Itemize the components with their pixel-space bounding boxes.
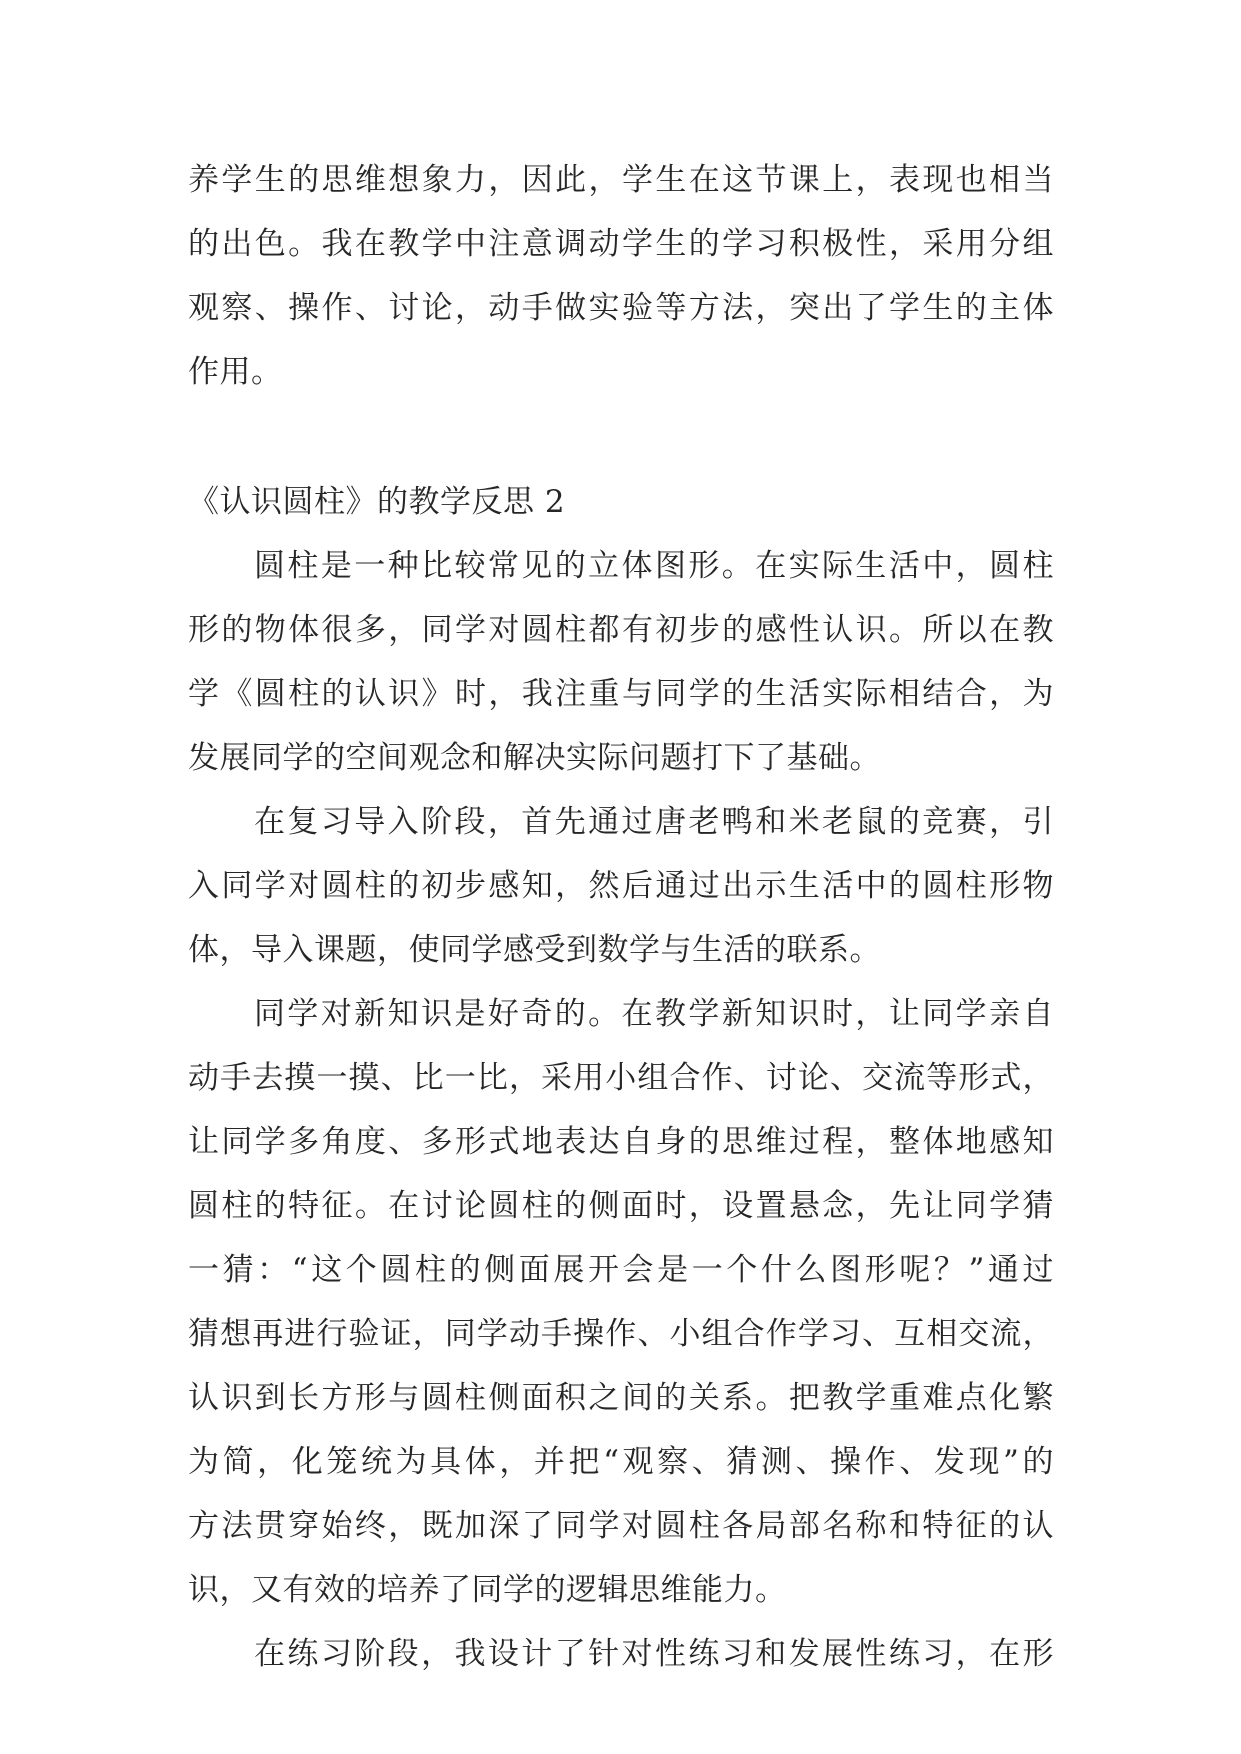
section-heading: 《认识圆柱》的教学反思 2 [188, 484, 566, 520]
text-line: 为简，化笼统为具体，并把“观察、猜测、操作、发现”的 [188, 1444, 1054, 1480]
text-line: 发展同学的空间观念和解决实际问题打下了基础。 [188, 740, 881, 776]
intro-paragraph [188, 148, 1054, 404]
paragraph-2 [188, 790, 1054, 982]
text-line: 的出色。我在教学中注意调动学生的学习积极性，采用分组 [188, 226, 1054, 262]
text-line: 形的物体很多，同学对圆柱都有初步的感性认识。所以在教 [188, 612, 1054, 648]
text-line: 在复习导入阶段，首先通过唐老鸭和米老鼠的竞赛，引 [254, 804, 1054, 840]
text-line: 入同学对圆柱的初步感知，然后通过出示生活中的圆柱形物 [188, 868, 1054, 904]
paragraph-4 [188, 1622, 1054, 1686]
text-line: 方法贯穿始终，既加深了同学对圆柱各局部名称和特征的认 [188, 1508, 1054, 1544]
text-line: 学《圆柱的认识》时，我注重与同学的生活实际相结合，为 [188, 676, 1054, 712]
document-body [188, 148, 1054, 1686]
text-line: 同学对新知识是好奇的。在教学新知识时，让同学亲自 [254, 996, 1054, 1032]
paragraph-1 [188, 534, 1054, 790]
text-line: 动手去摸一摸、比一比，采用小组合作、讨论、交流等形式， [188, 1060, 1054, 1096]
text-line: 作用。 [188, 354, 283, 390]
text-line: 观察、操作、讨论，动手做实验等方法，突出了学生的主体 [188, 290, 1054, 326]
text-line: 圆柱的特征。在讨论圆柱的侧面时，设置悬念，先让同学猜 [188, 1188, 1054, 1224]
section-spacer [188, 404, 1054, 470]
text-line: 圆柱是一种比较常见的立体图形。在实际生活中，圆柱 [254, 548, 1054, 584]
text-line: 一猜：“这个圆柱的侧面展开会是一个什么图形呢？”通过 [188, 1252, 1054, 1288]
text-line: 在练习阶段，我设计了针对性练习和发展性练习，在形 [254, 1636, 1054, 1672]
text-line: 认识到长方形与圆柱侧面积之间的关系。把教学重难点化繁 [188, 1380, 1054, 1416]
text-line: 让同学多角度、多形式地表达自身的思维过程，整体地感知 [188, 1124, 1054, 1160]
text-line: 猜想再进行验证，同学动手操作、小组合作学习、互相交流， [188, 1316, 1054, 1352]
text-line: 养学生的思维想象力，因此，学生在这节课上，表现也相当 [188, 162, 1054, 198]
text-line: 体，导入课题，使同学感受到数学与生活的联系。 [188, 932, 881, 968]
text-line: 识，又有效的培养了同学的逻辑思维能力。 [188, 1572, 787, 1608]
paragraph-3 [188, 982, 1054, 1622]
